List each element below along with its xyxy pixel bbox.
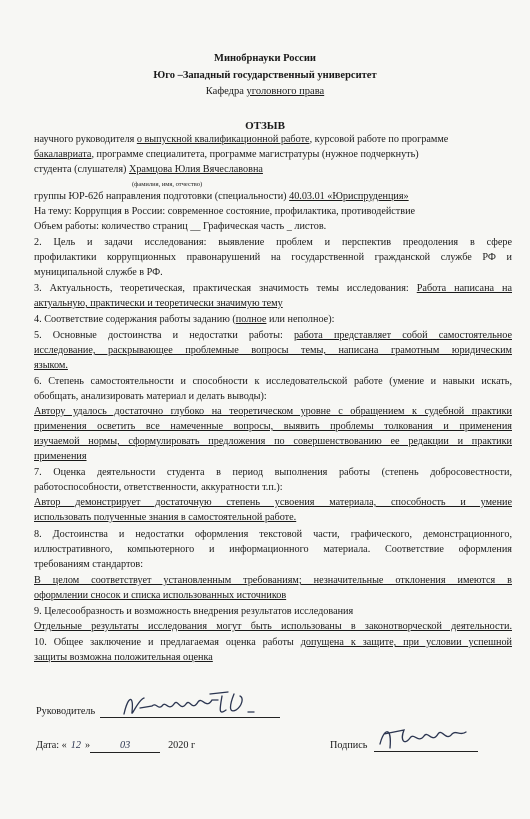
item-8-line-2: иллюстративного, компьютерного и информационного материала. Соответствие оформления (34, 544, 512, 555)
item-10-line-1: 10. Общее заключение и предлагаемая оценка работы допущена к защите, при условии успешной (34, 637, 512, 648)
item-8-line-1: 8. Достоинства и недостатки оформления текстовой части, графического, демонстрационного, (34, 529, 512, 540)
item-3-line-1: 3. Актуальность, теоретическая, практическая значимость темы исследования: Работа написана на (34, 283, 512, 294)
ministry-title: Минобрнауки России (214, 53, 316, 64)
topic-line: На тему: Коррупция в России: современное состояние, профилактика, противодействие (34, 206, 416, 217)
item-8-line-4: В целом соответствует установленным требованиям; незначительные отклонения имеются в (34, 575, 512, 586)
item-6-line-1: 6. Степень самостоятельности и способности к исследовательской работе (умение и навыки искать, (34, 376, 512, 387)
date-year: 2020 г (168, 740, 196, 751)
item-7-line-3: Автор демонстрирует достаточную степень усвоения материала, способность и умение (34, 497, 512, 508)
date-day: 12 (70, 740, 81, 751)
volume-line: Объем работы: количество страниц __ Графическая часть _ листов. (34, 221, 327, 232)
item-5-line-2: исследование, раскрывающее проблемные вопросы темы, написана грамотным юридическим (34, 345, 512, 356)
item-6-line-3: Автору удалось достаточно глубоко на теоретическом уровне с обращением к судебной практики (34, 406, 512, 417)
item-2-line-3: муниципальной службе в РФ. (34, 267, 163, 278)
reviewer-signature (374, 722, 474, 756)
intro-line-2: бакалавриата, программе специалитета, программе магистратуры (нужное подчеркнуть) (34, 149, 419, 160)
fio-caption: (фамилия, имя, отчество) (132, 181, 203, 188)
item-6-line-5: изучаемой нормы, сформулировать предложения по совершенствованию ее редакции и практики (34, 436, 512, 447)
item-7-line-4: использовать полученные знания в самостоятельной работе. (34, 512, 297, 523)
item-5-line-1: 5. Основные достоинства и недостатки работы: работа представляет собой самостоятельное (34, 330, 512, 341)
item-8-line-3: требованиям стандартов: (34, 559, 144, 570)
signature-label: Подпись (330, 740, 368, 751)
date-line: Дата: « 12 » 03 2020 г (36, 740, 196, 751)
item-8-line-5: оформлении сносок и списка использованных источников (34, 590, 287, 601)
item-3-line-2: актуальную, практически и теоретически значимую тему (34, 298, 283, 309)
department-name: уголовного права (246, 86, 325, 97)
item-7-line-1: 7. Оценка деятельности студента в период выполнения работы (степень добросовестности, (34, 467, 512, 478)
item-10-line-2: защиты возможна положительная оценка (34, 652, 213, 663)
item-9-line-1: 9. Целесообразность и возможность внедрения результатов исследования (34, 606, 354, 617)
student-line: студента (слушателя) Храмцова Юлия Вячеславовна (34, 164, 263, 175)
item-6-line-2: обобщать, анализировать материал и делать выводы): (34, 391, 267, 402)
university-title: Юго –Западный государственный университет (153, 70, 377, 81)
supervisor-label: Руководитель (36, 706, 96, 717)
item-4-line: 4. Соответствие содержания работы заданию (полное или неполное): (34, 314, 335, 325)
item-6-line-4: применения осветить все намеченные вопросы, выявить проблемы толкования и применения (34, 421, 512, 432)
document-title: ОТЗЫВ (245, 120, 285, 132)
group-line: группы ЮР-62б направления подготовки (специальности) 40.03.01 «Юриспруденция» (34, 191, 409, 202)
item-7-line-2: работоспособности, ответственности, аккуратности т.п.): (34, 482, 283, 493)
item-5-line-3: языком. (34, 360, 68, 371)
department-prefix: Кафедра (205, 86, 247, 97)
item-2-line-1: 2. Цель и задачи исследования: выявление проблем и перспектив преодоления в сфере (34, 237, 512, 248)
date-month: 03 (90, 740, 160, 753)
supervisor-signature (118, 688, 288, 724)
item-9-line-2: Отдельные результаты исследования могут быть использованы в законотворческой деятельности. (34, 621, 512, 632)
item-6-line-6: применения (34, 451, 87, 462)
department-line (0, 86, 530, 98)
item-2-line-2: профилактики коррупционных правонарушений на государственной гражданской службе РФ и (34, 252, 512, 263)
intro-line-1: научного руководителя о выпускной квалификационной работе, курсовой работе по программе (34, 134, 449, 145)
